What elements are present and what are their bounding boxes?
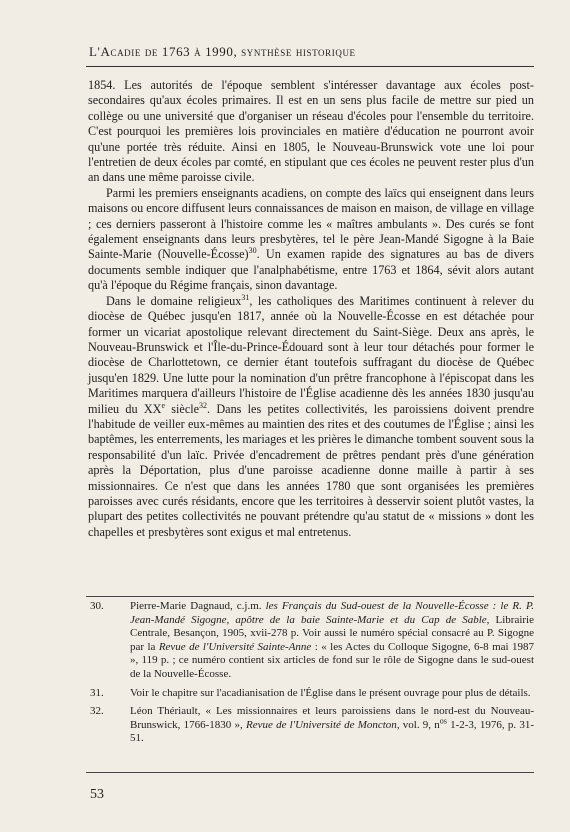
- paragraph-3-cont2: Deux ans après, le Nouveau-Brunswick et l'Île-du-Prince-Édouard sont à leur tour détachés pour former le diocèse de Charlottetown, ce dernier étant toutefois suffragant du diocèse de Québec jusqu'en 1829. Une lutte pour la nomination d'un prêtre francophone à l'épiscopat dans les Maritimes marquera d'ailleurs l'histoire de l'Église acadienne dès les années 1830 jusqu'au milieu du XX: [88, 324, 535, 416]
- footer-rule: [86, 772, 534, 773]
- footnote-32: [86, 705, 534, 746]
- page-number: 53: [90, 787, 104, 802]
- footnote-journal: Revue de l'Université de Moncton: [245, 718, 397, 731]
- paragraph-3-text: Dans le domaine religieux: [106, 293, 242, 308]
- header-rule: [86, 66, 534, 67]
- footnote-details: : « les Actes du Colloque Sigogne, 6-8 mai 1987 », 119 p. ; ce numéro contient six articles de fond sur le rôle de Sigogne dans le sud-ouest de la Nouvelle-Écosse.: [130, 640, 535, 680]
- footnote-pages: 1-2-3, 1976, p. 31-51.: [130, 718, 534, 745]
- footnote-author: Pierre-Marie Dagnaud, c.j.m.: [130, 600, 266, 612]
- footnote-text: [130, 705, 534, 746]
- footnotes: [86, 600, 534, 751]
- century-superscript: e: [161, 400, 166, 410]
- footnote-nos-superscript: os: [439, 716, 447, 726]
- footnote-ref-32[interactable]: 32: [199, 400, 208, 410]
- paragraph-3: [88, 294, 534, 541]
- paragraph-3-cont3: . Dans les petites collectivités, les paroissiens doivent prendre l'habitude de veiller eux-mêmes au maintien des rites et des coutumes de l'Église ; ainsi les baptêmes, les enterrements, les mariages et les prières le dimanche tombent souvent sous la responsabilité d'un laïc. Privée d'encadrement de prêtres pendant près d'une génération après la Déportation, plus d'une paroisse acadienne donne maille à partir à ses missionnaires. Ce n'est que dans les années 1780 que sont organisées les premières paroisses avec curés résidants, encore que les territoires à desservir soient plutôt vastes, la plupart des petites collectivités ne pouvant prétendre qu'au statut de « missions » dont les chapelles et presbytères sont exigus et mal entretenus.: [88, 401, 534, 539]
- footnote-text: [130, 600, 534, 682]
- paragraph-3-siecle: siècle: [165, 401, 200, 416]
- footnote-31: [86, 687, 534, 701]
- footnote-number: 30.: [90, 600, 104, 612]
- header-title: L'Acadie de 1763 à 1990,: [89, 44, 242, 59]
- header-subtitle: synthèse historique: [241, 44, 356, 59]
- paragraph-2: [88, 186, 534, 294]
- footnote-number: 31.: [90, 686, 104, 699]
- footnote-rule: [86, 596, 534, 597]
- footnote-author: Léon Thériault, « Les missionnaires et leurs paroissiens dans le nord-est du Nouveau-Brunswick, 1766-1830 »,: [130, 705, 534, 731]
- paragraph-3-cont: , les catholiques des Maritimes continuent à relever du diocèse de Québec jusqu'en 1817, année où la Nouvelle-Écosse en est détachée pour former un vicariat apostolique relevant directement du Saint-Siège.: [88, 293, 534, 339]
- footnote-ref-31[interactable]: 31: [241, 292, 250, 302]
- footnote-book-title: les Français du Sud-ouest de la Nouvelle-Écosse : le R. P. Jean-Mandé Sigogne, apôtre de la baie Sainte-Marie et du Cap de Sable: [130, 600, 534, 626]
- footnote-30: [86, 600, 534, 682]
- footnote-publication: , Librairie Centrale, Besançon, 1905, xvii-278 p. Voir aussi le numéro spécial consacré au P. Sigogne par la: [130, 613, 534, 653]
- main-text: [88, 78, 534, 540]
- footnote-number: 32.: [90, 705, 104, 718]
- footnote-journal: Revue de l'Université Sainte-Anne: [158, 640, 312, 653]
- footnote-details: , vol. 9, n: [396, 718, 440, 731]
- footnote-ref-30[interactable]: 30: [248, 246, 257, 256]
- footnote-text: Voir le chapitre sur l'acadianisation de l'Église dans le présent ouvrage pour plus de détails.: [130, 686, 531, 699]
- paragraph-1: 1854. Les autorités de l'époque semblent s'intéresser davantage aux écoles post-secondaires qu'aux écoles primaires. Il est en un sens plus facile de mettre sur pied un collège ou une université que d'organiser un réseau d'écoles pour l'ensemble du territoire. C'est pourquoi les premières lois provinciales en matière d'éducation ne pourront avoir qu'une portée très réduite. Ainsi en 1805, le Nouveau-Brunswick vote une loi pour l'entretien de deux écoles par comté, en stipulant que ces écoles ne peuvent rester plus d'un an dans une même paroisse civile.: [88, 78, 534, 185]
- paragraph-2-text: Parmi les premiers enseignants acadiens, on compte des laïcs qui enseignent dans leurs maisons ou encore diffusent leurs connaissances de maison en maison, de village en village ; ces derniers passeront à l'histoire comme les « maîtres ambulants ». Des curés se font également enseignants dans leurs presbytères, tel le père Jean-Mandé Sigogne à la Baie Sainte-Marie (Nouvelle-Écosse): [88, 185, 534, 262]
- running-header: [89, 44, 529, 60]
- paragraph-2-cont: . Un examen rapide des signatures au bas de divers documents semble indiquer que l'analphabétisme, entre 1763 et 1864, sévit alors autant qu'à l'époque du Régime français, sinon davantage.: [88, 247, 534, 293]
